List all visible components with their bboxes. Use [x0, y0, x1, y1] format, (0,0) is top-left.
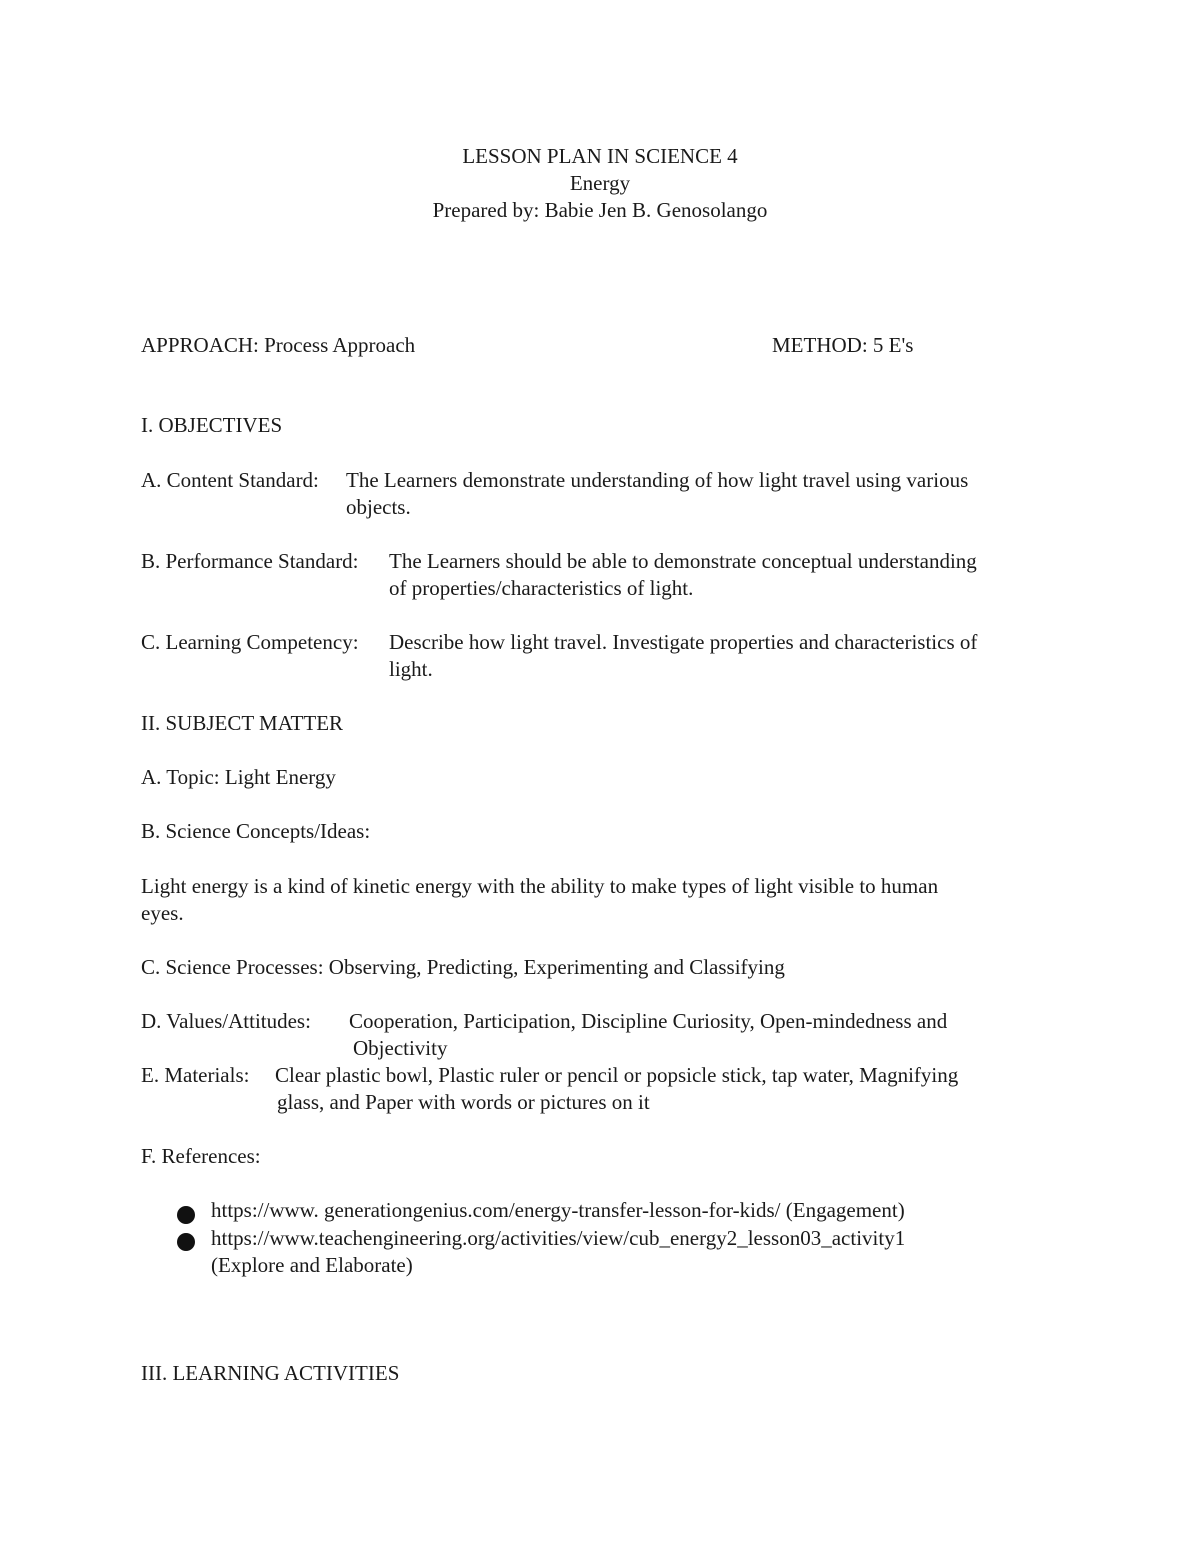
learning-competency-text-1: Describe how light travel. Investigate properties and characteristics of	[389, 630, 978, 654]
performance-standard-text-1: The Learners should be able to demonstrate conceptual understanding	[389, 549, 977, 573]
reference-link-2[interactable]: https://www.teachengineering.org/activities/view/cub_energy2_lesson03_activity1	[211, 1226, 906, 1250]
science-concepts-label: B. Science Concepts/Ideas:	[141, 819, 371, 843]
science-concepts-text-1: Light energy is a kind of kinetic energy with the ability to make types of light visible to human	[141, 874, 939, 898]
topic-text: A. Topic: Light Energy	[141, 765, 336, 789]
materials-label: E. Materials:	[141, 1063, 250, 1087]
subject-matter-heading: II. SUBJECT MATTER	[141, 711, 344, 735]
learning-competency-text-2: light.	[389, 657, 433, 681]
values-text-1: Cooperation, Participation, Discipline Curiosity, Open-mindedness and	[349, 1009, 948, 1033]
bullet-icon	[177, 1233, 195, 1251]
values-text-2: Objectivity	[353, 1036, 448, 1060]
references-label: F. References:	[141, 1144, 261, 1168]
method-text: METHOD: 5 E's	[772, 333, 914, 357]
reference-link-2-note: (Explore and Elaborate)	[211, 1253, 413, 1277]
performance-standard-label: B. Performance Standard:	[141, 549, 359, 573]
values-label: D. Values/Attitudes:	[141, 1009, 311, 1033]
materials-text-1: Clear plastic bowl, Plastic ruler or pencil or popsicle stick, tap water, Magnifying	[275, 1063, 959, 1087]
learning-activities-heading: III. LEARNING ACTIVITIES	[141, 1361, 400, 1385]
document-subtitle: Energy	[569, 171, 631, 195]
content-standard-text-1: The Learners demonstrate understanding of how light travel using various	[346, 468, 969, 492]
content-standard-label: A. Content Standard:	[141, 468, 319, 492]
performance-standard-text-2: of properties/characteristics of light.	[389, 576, 694, 600]
learning-competency-label: C. Learning Competency:	[141, 630, 359, 654]
science-concepts-text-2: eyes.	[141, 901, 184, 925]
science-processes-text: C. Science Processes: Observing, Predicting, Experimenting and Classifying	[141, 955, 785, 979]
materials-text-2: glass, and Paper with words or pictures on it	[277, 1090, 650, 1114]
approach-text: APPROACH: Process Approach	[141, 333, 416, 357]
document-title: LESSON PLAN IN SCIENCE 4	[462, 144, 738, 168]
objectives-heading: I. OBJECTIVES	[141, 413, 283, 437]
reference-link-1[interactable]: https://www. generationgenius.com/energy-transfer-lesson-for-kids/ (Engagement)	[211, 1198, 905, 1222]
bullet-icon	[177, 1206, 195, 1224]
prepared-by: Prepared by: Babie Jen B. Genosolango	[432, 198, 768, 222]
content-standard-text-2: objects.	[346, 495, 411, 519]
